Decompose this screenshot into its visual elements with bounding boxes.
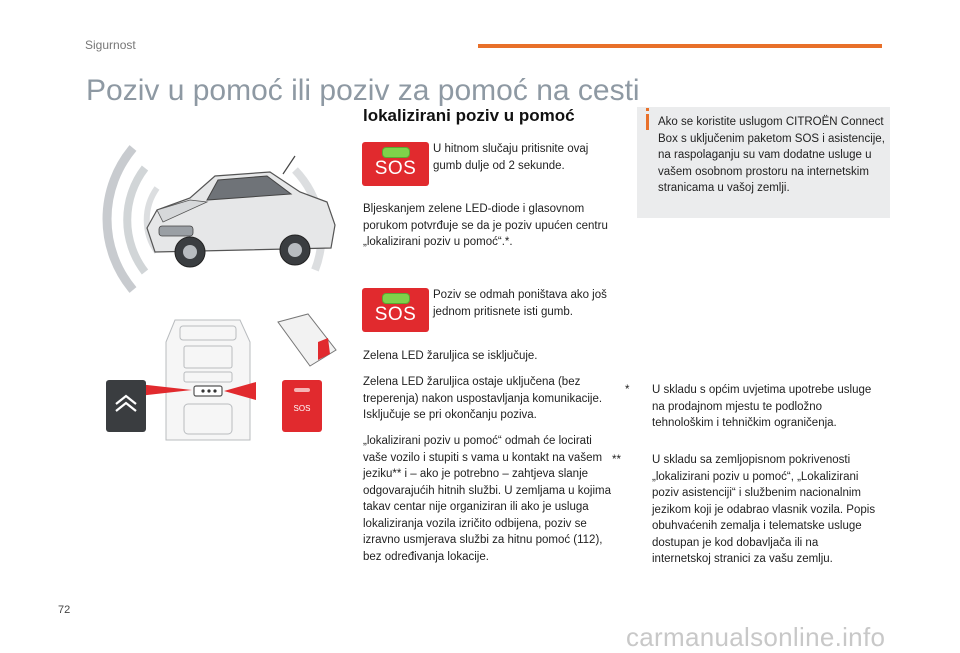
footnote-mark: ** (612, 454, 621, 466)
section-label: Sigurnost (85, 38, 136, 52)
sos-button-illustration (362, 288, 429, 332)
header-rule (478, 44, 882, 48)
footnote-1 (625, 382, 880, 432)
info-icon (646, 114, 649, 130)
page-title: Poziv u pomoć ili poziv za pomoć na cesti (86, 74, 640, 107)
footnote-2 (612, 452, 880, 568)
green-led-indicator (382, 293, 410, 304)
console-illustration (100, 312, 360, 444)
car-illustration (95, 140, 355, 300)
info-icon-dot (646, 108, 649, 111)
led-on-paragraph: Zelena LED žaruljica ostaje uključena (bez treperenja) nakon uspostavljanja komunikacije. Isključuje se pri okončanju poziva. (363, 376, 603, 421)
sos-button-illustration (362, 142, 429, 186)
led-off-paragraph: Zelena LED žaruljica se isključuje. (363, 350, 538, 362)
green-led-indicator (382, 147, 410, 158)
confirm-paragraph: Bljeskanjem zelene LED-diode i glasovnom porukom potvrđuje se da je poziv upućen centru „lokalizirani poziv u pomoć“.*. (363, 203, 608, 248)
watermark: carmanualsonline.info (626, 622, 886, 652)
sos-label: SOS (374, 158, 417, 179)
info-box-text: Ako se koristite uslugom CITROËN Connect Box s uključenim paketom SOS i asistencije, na raspolaganju su vam dodatne usluge u vašem osobnom prostoru na internetskim stranicama u vašoj zemlji. (658, 116, 885, 194)
cancel-instruction: Poziv se odmah poništava ako još jednom pritisnete isti gumb. (433, 289, 607, 318)
footnote-mark: * (625, 384, 630, 396)
svg-text:SOS: SOS (293, 404, 311, 413)
sos-label: SOS (374, 304, 417, 325)
locate-paragraph: „lokalizirani poziv u pomoć“ odmah će locirati vaše vozilo i stupiti s vama u kontakt na vašem jeziku** i – ako je potrebno – zahtjeva slanje odgovarajućih hitnih službi. U zemljama u kojima takav centar nije organiziran ili ako je usluga lokaliziranja vozila izričito odbijena, poziv se izravno usmjerava službi za hitnu pomoć (112), bez određivanja lokacije. (363, 435, 612, 563)
section-subtitle: lokalizirani poziv u pomoć (363, 106, 575, 125)
footnote-text: U skladu sa zemljopisnom pokrivenosti „lokalizirani poziv u pomoć“, „Lokalizirani poziv asistenciji“ i službenim nacionalnim jezikom koji je odabrao vlasnik vozila. Popis obuhvaćenih zemalja i telematske usluge dostupan je kod dobavljača ili na internetskoj stranici za vašu zemlju. (652, 454, 876, 565)
page-number: 72 (58, 604, 71, 616)
press-instruction: U hitnom slučaju pritisnite ovaj gumb dulje od 2 sekunde. (433, 143, 589, 172)
footnote-text: U skladu s općim uvjetima upotrebe usluge na prodajnom mjestu te podložno tehnološkim i tehničkim ograničenja. (652, 384, 872, 429)
